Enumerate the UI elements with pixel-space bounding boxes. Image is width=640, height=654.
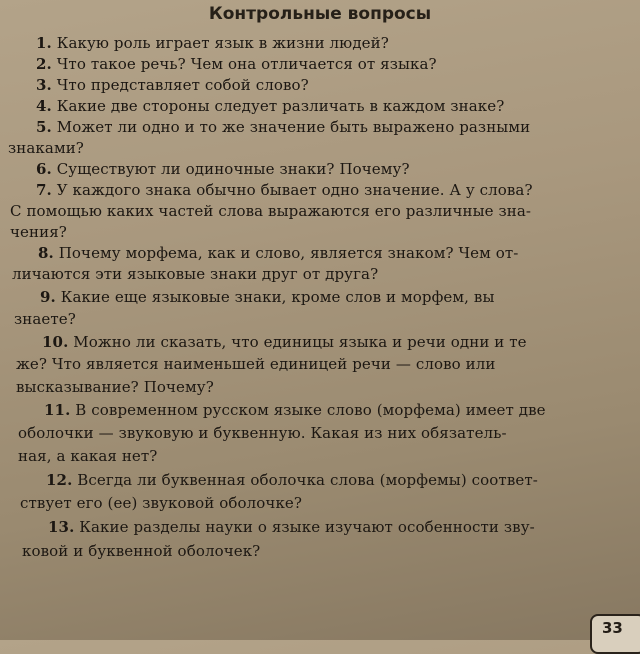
question-number: 11. [44,401,71,419]
question-7-continuation [10,201,531,221]
question-number: 1. [36,34,52,52]
page-title: Контрольные вопросы [208,4,432,24]
question-13-continuation [22,541,260,561]
question-line: Какие две стороны следует различать в каждом знаке? [56,97,505,115]
question-5-continuation [8,138,84,158]
question-line: высказывание? Почему? [16,378,214,396]
question-line: Что представляет собой слово? [56,76,309,94]
question-9-continuation [14,309,76,329]
question-number: 3. [36,76,52,94]
question-line: оболочки — звуковую и буквенную. Какая из них обязатель- [18,424,507,442]
question-number: 5. [36,118,52,136]
question-line: ковой и буквенной оболочек? [22,542,261,560]
question-line: Существуют ли одиночные знаки? Почему? [56,160,410,178]
question-2 [36,54,437,74]
question-line: Можно ли сказать, что единицы языка и речи одни и те [73,333,527,351]
question-number: 13. [48,518,75,536]
question-12 [46,470,538,490]
question-5 [36,117,530,137]
question-13 [48,517,535,537]
question-line: чения? [10,223,67,241]
question-8-continuation [12,264,378,284]
question-line: ствует его (ее) звуковой оболочке? [20,494,303,512]
question-line: же? Что является наименьшей единицей речи — слово или [16,355,496,373]
question-line: личаются эти языковые знаки друг от друга? [12,265,379,283]
question-number: 12. [46,471,73,489]
question-6 [36,159,410,179]
question-line: С помощью каких частей слова выражаются его различные зна- [10,202,532,220]
question-number: 9. [40,288,56,306]
question-line: Всегда ли буквенная оболочка слова (морфемы) соответ- [77,471,538,489]
question-number: 4. [36,97,52,115]
page-number-badge: 33 [590,614,640,654]
question-7-continuation [10,222,67,242]
question-11-continuation [18,423,507,443]
question-11 [44,400,546,420]
question-number: 10. [42,333,69,351]
question-line: В современном русском языке слово (морфема) имеет две [75,401,546,419]
question-line: знаете? [14,310,76,328]
question-number: 8. [38,244,54,262]
question-1 [36,33,389,53]
question-line: У каждого знака обычно бывает одно значение. А у слова? [56,181,533,199]
question-line: Почему морфема, как и слово, является знаком? Чем от- [58,244,519,262]
question-3 [36,75,309,95]
question-number: 7. [36,181,52,199]
question-line: Какие разделы науки о языке изучают особенности зву- [79,518,535,536]
question-10 [42,332,527,352]
question-9 [40,287,494,307]
question-line: Какую роль играет язык в жизни людей? [56,34,389,52]
question-line: знаками? [8,139,84,157]
question-line: Что такое речь? Чем она отличается от языка? [56,55,437,73]
question-number: 6. [36,160,52,178]
question-8 [38,243,518,263]
question-line: ная, а какая нет? [18,447,158,465]
question-line: Какие еще языковые знаки, кроме слов и морфем, вы [60,288,495,306]
question-4 [36,96,504,116]
question-number: 2. [36,55,52,73]
question-line: Может ли одно и то же значение быть выражено разными [56,118,531,136]
question-12-continuation [20,493,302,513]
question-10-continuation [16,354,495,374]
question-10-continuation [16,377,214,397]
question-11-continuation [18,446,157,466]
question-7 [36,180,533,200]
